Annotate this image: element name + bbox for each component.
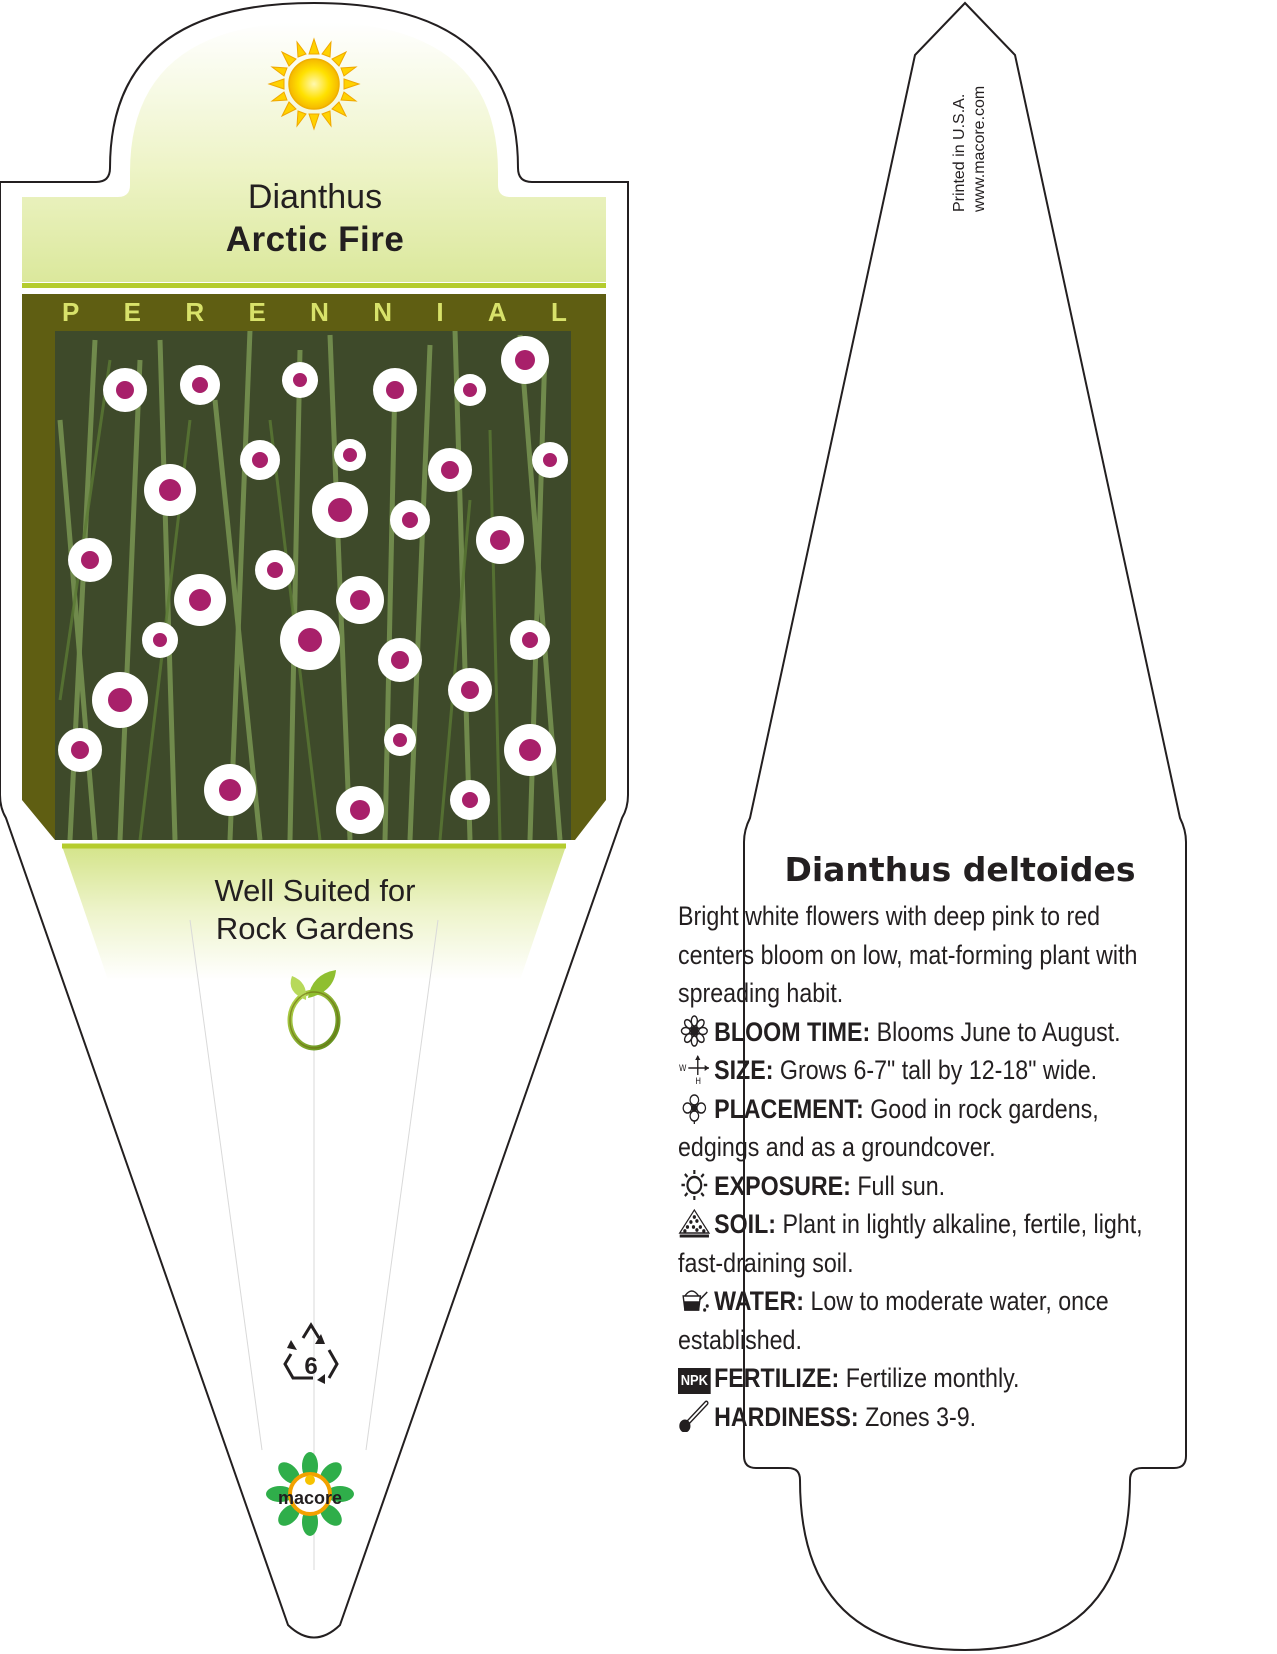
recycle-code: 6 xyxy=(304,1353,318,1380)
attr-size xyxy=(678,1051,1160,1090)
tagline-line: Well Suited for xyxy=(214,873,416,908)
thermometer-icon xyxy=(678,1400,711,1432)
attr-text: Zones 3-9. xyxy=(865,1401,977,1432)
attr-text: Plant in lightly alkaline, fertile, light, fast-draining soil. xyxy=(678,1209,1143,1278)
category-letter: N xyxy=(373,296,393,327)
attr-label: BLOOM TIME: xyxy=(714,1016,871,1047)
category-letter: P xyxy=(62,296,80,327)
front-header-rule xyxy=(22,283,606,288)
printed-notice: Printed in U.S.A. xyxy=(951,93,968,212)
botanical-name: Dianthus deltoides xyxy=(784,850,1136,889)
tagline xyxy=(110,872,520,948)
attr-label: WATER: xyxy=(714,1286,804,1316)
attr-hardiness xyxy=(678,1398,1160,1437)
attr-label: EXPOSURE: xyxy=(714,1170,851,1201)
attr-fertilize xyxy=(678,1359,1160,1398)
flower-photo xyxy=(55,330,571,840)
category-letter: E xyxy=(248,296,266,327)
sun-icon xyxy=(269,39,359,129)
attr-text: Fertilize monthly. xyxy=(845,1363,1020,1393)
category-letter: A xyxy=(487,296,507,327)
brand-name: macore xyxy=(277,1488,343,1508)
category-letter: N xyxy=(310,296,329,327)
website: www.macore.com xyxy=(971,85,988,212)
svg-text:H: H xyxy=(695,1075,702,1085)
attr-label: SOIL: xyxy=(714,1209,777,1239)
care-info xyxy=(678,897,1160,1436)
attr-placement xyxy=(678,1090,1160,1167)
category-letter: I xyxy=(436,296,444,327)
species-name: Dianthus xyxy=(247,178,383,216)
svg-text:W: W xyxy=(678,1062,687,1074)
category-letter: L xyxy=(551,296,567,327)
attr-text: Good in rock gardens, edgings and as a groundcover. xyxy=(678,1093,1099,1162)
attr-label: HARDINESS: xyxy=(714,1401,859,1432)
attr-text: Grows 6-7" tall by 12-18" wide. xyxy=(779,1055,1098,1085)
description: Bright white flowers with deep pink to red centers bloom on low, mat-forming plant with spreading habit. xyxy=(678,901,1138,1008)
tagline-line: Rock Gardens xyxy=(215,911,415,946)
attr-text: Full sun. xyxy=(857,1170,946,1201)
attr-exposure xyxy=(678,1167,1160,1206)
size-arrows-icon xyxy=(678,1053,711,1085)
placement-flowers-icon xyxy=(678,1092,711,1124)
sun-outline-icon xyxy=(678,1169,711,1201)
printed-info xyxy=(917,52,987,212)
attr-label: SIZE: xyxy=(714,1055,774,1085)
category-letter: E xyxy=(123,296,142,327)
attr-water xyxy=(678,1282,1160,1359)
flower-icon xyxy=(678,1015,711,1047)
npk-icon: NPK xyxy=(678,1368,711,1394)
cultivar-name: Arctic Fire xyxy=(225,220,405,259)
attr-label: PLACEMENT: xyxy=(714,1093,864,1124)
category-letter: R xyxy=(185,296,205,327)
attr-text: Low to moderate water, once established. xyxy=(678,1286,1109,1355)
attr-bloom-time xyxy=(678,1013,1160,1052)
category-label xyxy=(22,294,607,330)
soil-icon xyxy=(678,1207,711,1239)
attr-text: Blooms June to August. xyxy=(876,1016,1121,1047)
watering-can-icon xyxy=(678,1284,711,1316)
attr-soil xyxy=(678,1205,1160,1282)
attr-label: FERTILIZE: xyxy=(714,1363,840,1393)
